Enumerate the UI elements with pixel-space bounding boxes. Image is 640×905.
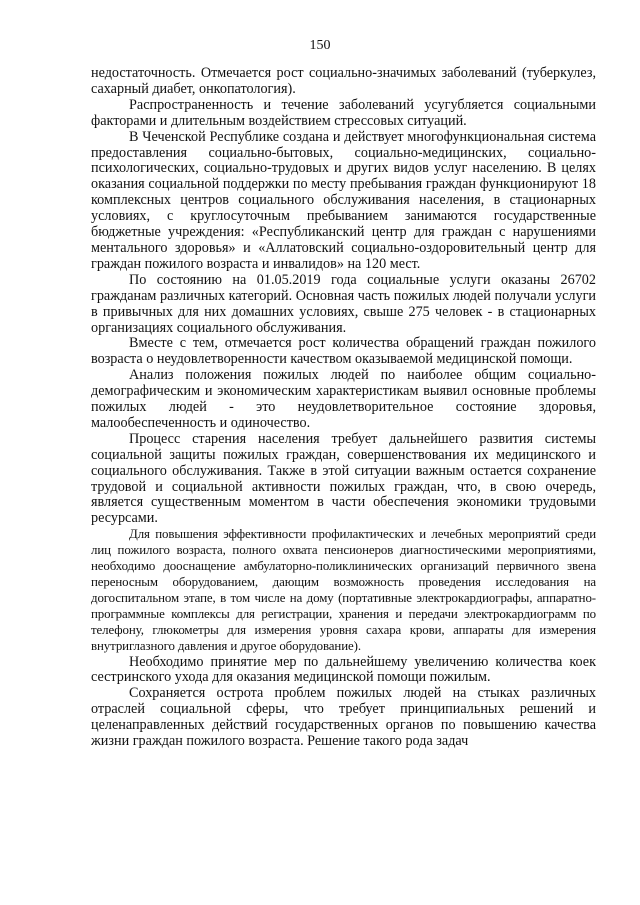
paragraph-10: Сохраняется острота проблем пожилых людей на стыках различных отраслей социальной сферы, что требует принципиальных решений и целенаправленных действий государственных органов по повышению качества жизни граждан пожилого возраста. Решение такого рода задач bbox=[91, 685, 596, 750]
paragraph-6: Анализ положения пожилых людей по наиболее общим социально-демографическим и экономическим характеристикам выявил основные проблемы пожилых людей - это неудовлетворительное состояние здоровья, малообеспеченность и одиночество. bbox=[91, 367, 596, 431]
paragraph-8: Для повышения эффективности профилактических и лечебных мероприятий среди лиц пожилого возраста, полного охвата пенсионеров диагностическими мероприятиями, необходимо дооснащение амбулаторно-поликлинических организаций первичного звена переносным оборудованием, дающим возможность проведения исследования на догоспитальном этапе, в том числе на дому (портативные электрокардиографы, аппаратно-программные комплексы для регистрации, хранения и передачи электрокардиограмм по телефону, глюкометры для измерения уровня сахара крови, аппараты для измерения внутриглазного давления и другое оборудование). bbox=[91, 527, 596, 653]
paragraph-2: Распространенность и течение заболеваний усугубляется социальными факторами и длительным воздействием стрессовых ситуаций. bbox=[91, 96, 596, 129]
page-number: 150 bbox=[309, 38, 331, 53]
paragraph-7: Процесс старения населения требует дальнейшего развития системы социальной защиты пожилых граждан, совершенствования их медицинского и социального обслуживания. Также в этой ситуации важным остается сохранение трудовой и социальной активности пожилых граждан, что, в свою очередь, является существенным моментом в части обеспечения экономики трудовыми ресурсами. bbox=[91, 430, 596, 527]
paragraph-1: недостаточность. Отмечается рост социально-значимых заболеваний (туберкулез, сахарный диабет, онкопатология). bbox=[91, 65, 596, 97]
paragraph-4: По состоянию на 01.05.2019 года социальные услуги оказаны 26702 гражданам различных категорий. Основная часть пожилых людей получали услуги в привычных для них домашних условиях, свыше 275 человек - в стационарных организациях социального обслуживания. bbox=[91, 271, 596, 336]
paragraph-9: Необходимо принятие мер по дальнейшему увеличению количества коек сестринского ухода для оказания медицинской помощи пожилым. bbox=[91, 653, 596, 686]
document-body bbox=[91, 66, 596, 750]
paragraph-3: В Чеченской Республике создана и действует многофункциональная система предоставления социально-бытовых, социально-медицинских, социально-психологических, социально-трудовых и других видов услуг населению. В целях оказания социальной поддержки по месту пребывания граждан функционируют 18 комплексных центров социального обслуживания населения, в стационарных условиях, с круглосуточным пребыванием занимаются государственные бюджетные учреждения: «Республиканский центр для граждан с нарушениями ментального здоровья» и «Аллатовский социально-оздоровительный центр для граждан пожилого возраста и инвалидов» на 120 мест. bbox=[91, 128, 596, 272]
paragraph-5: Вместе с тем, отмечается рост количества обращений граждан пожилого возраста о неудовлетворенности качеством оказываемой медицинской помощи. bbox=[91, 335, 596, 368]
